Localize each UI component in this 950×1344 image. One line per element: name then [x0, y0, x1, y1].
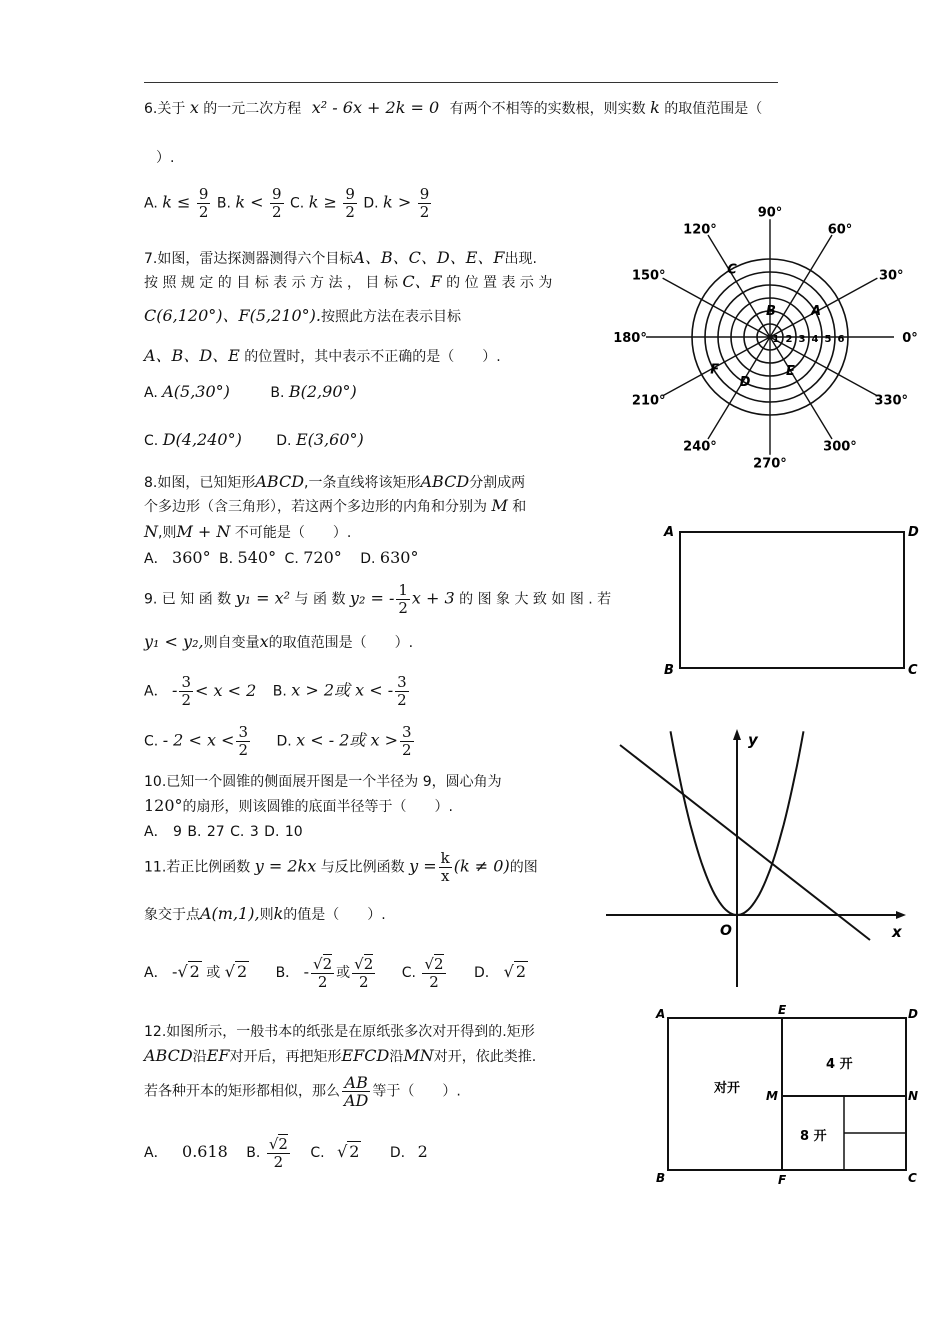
q7-line4: A、B、D、E 的位置时，其中表示不正确的是（ ）.	[144, 346, 501, 365]
q7-option-c: D(4,240°)	[162, 430, 242, 449]
q6-tail: 的取值范围是（	[664, 101, 763, 117]
q12-option-a: 0.618	[182, 1142, 228, 1161]
radar-angle-label-270: 270°	[753, 456, 787, 472]
q11-option-a-sqrt1: √ 2	[177, 962, 200, 981]
q6-intro: 6.关于	[144, 101, 186, 117]
q7-cf: C、F	[402, 272, 442, 291]
q8-m-plus-n: M + N	[176, 522, 231, 541]
q11-option-c-frac: $\frac{√2}{2}$	[424, 954, 444, 991]
q9-options-cd	[144, 724, 416, 759]
radar-angle-label-0: 0°	[902, 331, 918, 346]
q10-line2: 120°的扇形，则该圆锥的底面半径等于（ ）.	[144, 796, 453, 815]
q7-line2: 按 照 规 定 的 目 标 表 示 方 法 ， 目 标 C、F 的 位 置 表 示 为	[144, 272, 553, 291]
q9-option-b-frac: $\frac{3}{2}$	[397, 673, 407, 709]
q8-abcd-2: ABCD	[420, 472, 470, 491]
y-axis-arrow-icon	[733, 729, 741, 740]
q6-stem	[144, 98, 762, 119]
q7-line3: C(6,120°)、F(5,210°).按照此方法在表示目标	[144, 306, 462, 325]
q6-options	[144, 186, 433, 221]
paper-label-a: A	[656, 1007, 666, 1021]
q12-mn: MN	[403, 1046, 434, 1065]
q9-option-c-frac: $\frac{3}{2}$	[238, 723, 248, 759]
radar-point-f: F	[710, 362, 720, 378]
q9-line2: y₁ < y₂,则自变量x的取值范围是（ ）.	[144, 632, 414, 651]
q8-line3: N,则M + N 不可能是（ ）.	[144, 522, 352, 541]
q8-option-a: 360°	[172, 548, 211, 567]
q12-abcd: ABCD	[144, 1046, 193, 1065]
q12-option-b-label: B.	[246, 1145, 261, 1161]
q8-options	[144, 548, 418, 569]
radar-ring-label-1: 1	[772, 334, 780, 345]
q7-option-c-label: C.	[144, 433, 159, 449]
function-graph	[600, 725, 915, 990]
q9-options-ab	[144, 674, 411, 709]
q7-option-a-label: A.	[144, 385, 158, 401]
q12-ratio-frac: $\frac{AB}{AD}$	[344, 1073, 369, 1110]
q11-eq1: y = 2kx	[254, 856, 317, 876]
paper-fold-figure	[652, 1002, 922, 1192]
q9-y2-frac: $\frac{1}{2}$	[398, 581, 408, 617]
radar-ring-label-4: 4	[811, 334, 819, 345]
q11-option-b-or: 或	[336, 965, 351, 981]
q6-option-b: k <	[235, 192, 264, 212]
radar-ring-label-5: 5	[824, 334, 832, 345]
q7-targets: A、B、C、D、E、F	[353, 248, 505, 267]
radar-ring-label-3: 3	[798, 334, 806, 345]
q8-option-d-label: D.	[360, 551, 376, 567]
q12-option-d-label: D.	[389, 1145, 406, 1161]
q9-option-d-label: D.	[276, 733, 292, 750]
q9-option-c: - 2 < x <	[162, 730, 235, 750]
q9-option-d-frac: $\frac{3}{2}$	[402, 723, 412, 759]
q11-option-c-label: C.	[401, 965, 416, 981]
rect-label-c: C	[908, 663, 918, 678]
q7-option-a: A(5,30°)	[162, 382, 230, 401]
rectangle-figure	[660, 520, 920, 680]
radar-angle-label-240: 240°	[683, 439, 717, 455]
q9-option-b: x > 2或 x < -	[291, 680, 394, 700]
q6-option-d-label: D.	[363, 195, 379, 212]
q11-option-d-sqrt: √ 2	[503, 962, 527, 981]
x-axis-arrow-icon	[896, 911, 906, 919]
radar-angle-label-180: 180°	[613, 331, 647, 346]
paper-quarter-label: 4 开	[826, 1057, 853, 1072]
q12-efcd: EFCD	[341, 1046, 390, 1065]
radar-angle-label-60: 60°	[827, 222, 853, 238]
q11-point: A(m,1),	[200, 904, 260, 923]
q9-condition: y₁ < y₂,	[144, 632, 204, 651]
q11-option-d-label: D.	[473, 965, 490, 981]
q12-option-c-label: C.	[310, 1145, 325, 1161]
q9-option-c-label: C.	[144, 733, 159, 750]
q9-y2-eq: y₂ = -	[349, 588, 395, 608]
q9-option-a-post: < x < 2	[194, 680, 257, 700]
q12-line2: ABCD沿EF对开后，再把矩形EFCD沿MN对开，依此类推.	[144, 1046, 537, 1065]
paper-eighth-label: 8 开	[800, 1129, 827, 1144]
paper-label-d: D	[908, 1007, 918, 1021]
q7-option-b: B(2,90°)	[288, 382, 357, 401]
radar-graphics	[613, 206, 918, 472]
q6-option-b-frac: $\frac{9}{2}$	[272, 185, 282, 221]
q10-line1: 10.已知一个圆锥的侧面展开图是一个半径为 9，圆心角为	[144, 774, 502, 790]
q11-option-b-frac2: $\frac{√2}{2}$	[354, 954, 374, 991]
q8-n: N	[144, 522, 158, 541]
q6-option-a: k ≤	[162, 192, 191, 212]
q8-m: M	[491, 496, 508, 515]
q8-abcd: ABCD	[255, 472, 305, 491]
radar-figure	[613, 205, 920, 472]
rect-label-b: B	[664, 663, 674, 678]
q8-option-b-label: B.	[219, 551, 234, 567]
radar-angle-label-150: 150°	[631, 268, 666, 284]
q6-option-a-frac: $\frac{9}{2}$	[198, 185, 209, 221]
paper-label-n: N	[908, 1089, 919, 1103]
q12-ef: EF	[206, 1046, 230, 1065]
q11-eq2-post: (k ≠ 0)	[453, 856, 510, 876]
q7-abde: A、B、D、E	[144, 346, 240, 365]
q10-angle: 120°	[144, 796, 183, 815]
q7-option-d-label: D.	[276, 433, 292, 449]
origin-label: O	[720, 923, 732, 939]
q7-option-b-label: B.	[270, 385, 285, 401]
top-rule	[144, 82, 778, 83]
q12-line3: 若各种开本的矩形都相似，那么 $\frac{AB}{AD}$ 等于（ ）.	[144, 1073, 461, 1110]
radar-angle-label-120: 120°	[683, 222, 717, 238]
q11-var-k: k	[273, 904, 284, 923]
q11-option-a-label: A．	[144, 965, 168, 981]
radar-angle-label-30: 30°	[878, 268, 904, 284]
radar-angle-label-330: 330°	[874, 393, 909, 409]
q6-option-b-label: B.	[216, 195, 231, 212]
q11-option-b-label: B．	[275, 965, 300, 981]
x-axis-label: x	[892, 923, 902, 941]
line-y2	[620, 745, 870, 940]
radar-angle-label-90: 90°	[757, 205, 783, 221]
radar-point-d: D	[739, 375, 751, 391]
q7-options-ab	[144, 382, 357, 403]
q12-line1: 12.如图所示，一般书本的纸张是在原纸张多次对开得到的.矩形	[144, 1024, 535, 1040]
q12-option-b-frac: $\frac{√2}{2}$	[268, 1134, 288, 1171]
q12-options	[144, 1134, 428, 1171]
q6-var-x: x	[189, 98, 199, 117]
paper-label-m: M	[766, 1089, 778, 1103]
q12-option-c-sqrt: √ 2	[337, 1142, 360, 1161]
q9-y1-eq: y₁ = x²	[235, 588, 291, 608]
q8-option-d: 630°	[379, 548, 419, 567]
q10-options: A． 9 B. 27 C. 3 D. 10	[144, 824, 303, 840]
radar-angle-label-210: 210°	[631, 393, 666, 409]
q8-option-c: 720°	[303, 548, 342, 567]
y-axis-label: y	[748, 731, 758, 749]
q9-option-a-frac: $\frac{3}{2}$	[181, 673, 191, 709]
q11-line1: 11.若正比例函数 y = 2kx 与反比例函数 y = $\frac{k}{x}$ (k ≠ 0)的图	[144, 849, 538, 885]
q8-option-b: 540°	[237, 548, 277, 567]
paper-label-b: B	[656, 1171, 666, 1185]
q12-option-d: 2	[417, 1142, 428, 1161]
q8-option-a-label: A．	[144, 551, 168, 567]
paper-half-label: 对开	[714, 1081, 741, 1096]
q7-line1: 7.如图，雷达探测器测得六个目标A、B、C、D、E、F出现.	[144, 248, 537, 267]
radar-point-e: E	[786, 363, 795, 379]
q6-option-c-label: C.	[290, 195, 305, 212]
rect-label-d: D	[908, 525, 919, 540]
radar-point-b: B	[766, 304, 776, 319]
q8-line1: 8.如图，已知矩形ABCD,一条直线将该矩形ABCD分割成两	[144, 472, 526, 491]
q6-close: ）.	[156, 150, 175, 166]
q11-option-b-minus: -	[303, 962, 310, 981]
rectangle-abcd	[680, 532, 904, 668]
q6-mid2: 有两个不相等的实数根，则实数	[449, 101, 646, 117]
q8-option-c-label: C.	[284, 551, 299, 567]
q11-option-b-frac1: $\frac{√2}{2}$	[313, 954, 333, 991]
radar-ring-label-6: 6	[837, 334, 845, 345]
paper-label-f: F	[778, 1173, 787, 1187]
q6-mid: 的一元二次方程	[203, 101, 302, 117]
q6-option-c-frac: $\frac{9}{2}$	[345, 185, 355, 221]
q6-option-d-frac: $\frac{9}{2}$	[419, 185, 430, 221]
q9-option-d: x < - 2或 x >	[296, 730, 399, 750]
paper-label-e: E	[778, 1003, 787, 1017]
q11-eq2-pre: y =	[409, 856, 437, 876]
q6-option-a-label: A.	[144, 195, 158, 212]
q6-option-d: k >	[383, 192, 412, 212]
q11-option-a-or: 或	[206, 965, 221, 981]
paper-label-c: C	[908, 1171, 917, 1185]
q6-var-k: k	[650, 98, 660, 117]
q8-line2: 个多边形（含三角形），若这两个多边形的内角和分别为 M 和	[144, 496, 527, 515]
radar-ring-label-2: 2	[785, 334, 793, 345]
q9-line1: 9. 已 知 函 数 y₁ = x² 与 函 数 y₂ = - $\frac{1}{2}$ x + 3 的 图 象 大 致 如 图 . 若	[144, 581, 612, 617]
q9-option-b-label: B.	[272, 683, 287, 700]
q6-equation: x² - 6x + 2k = 0	[311, 98, 440, 117]
q7-option-d: E(3,60°)	[295, 430, 364, 449]
q11-option-a-sqrt2: √ 2	[224, 962, 248, 981]
q7-cf-positions: C(6,120°)、F(5,210°).	[144, 306, 322, 325]
q9-option-a-pre: -	[172, 680, 178, 700]
q6-option-c: k ≥	[308, 192, 337, 212]
paper-rect-abcd	[668, 1018, 906, 1170]
q9-option-a-label: A．	[144, 683, 168, 700]
q11-line2: 象交于点A(m,1),则k的值是（ ）.	[144, 904, 386, 923]
q9-var-x: x	[259, 632, 269, 651]
q7-options-cd	[144, 430, 364, 451]
radar-point-c: C	[727, 262, 737, 278]
q11-eq2-frac: $\frac{k}{x}$	[440, 849, 450, 885]
q12-option-a-label: A．	[144, 1145, 168, 1161]
rect-label-a: A	[664, 525, 675, 540]
q9-y2-tail: x + 3	[411, 588, 455, 608]
radar-angle-label-300: 300°	[823, 439, 857, 455]
radar-point-a: A	[811, 304, 822, 319]
q11-options	[144, 954, 528, 991]
q11-option-a-minus: -	[172, 962, 178, 981]
